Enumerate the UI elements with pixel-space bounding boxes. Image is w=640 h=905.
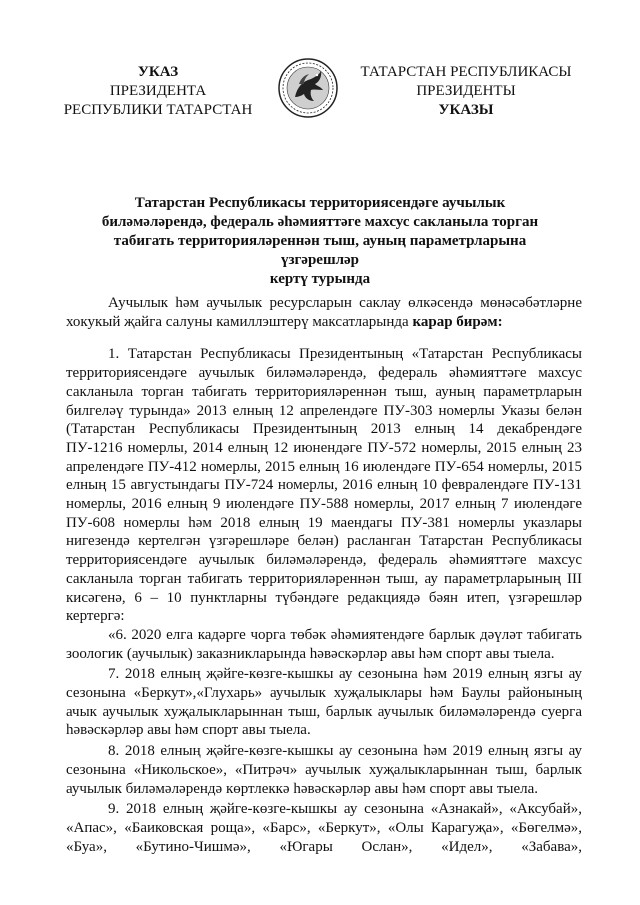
- item-9-paragraph: 9. 2018 елның җәйге-көзге-кышкы ау сезонына «Азнакай», «Аксубай», «Апас», «Баиковская роща», «Барс», «Беркут», «Олы Карагуҗа», «Бөгелмә», «Буа», «Бутино-Чишмә», «Югары Ослан», «Идел», «Забава»,: [66, 801, 582, 855]
- item-8-paragraph: 8. 2018 елның җәйге-көзге-кышкы ау сезонына һәм 2019 елның язгы ау сезонына «Никольское», «Питрәч» аучылык хуҗалыкларыннан тыш, барлык аучылык биләмәләрендә көртлеккә һәвәскәрләр авы һәм спорт авы тыела.: [66, 743, 582, 797]
- tatarstan-coat-of-arms-icon: [277, 57, 339, 119]
- header-left-subtitle: ПРЕЗИДЕНТА: [109, 83, 207, 99]
- intro-text: Аучылык һәм аучылык ресурсларын саклау өлкәсендә мөнәсәбәтләрне хокукый җайга салуны камиллэштерү максатларында: [66, 295, 582, 330]
- document-title: [90, 194, 550, 289]
- header-left-republic: РЕСПУБЛИКИ ТАТАРСТАН: [63, 102, 253, 118]
- title-line: кертү турында: [269, 271, 371, 287]
- item-1-paragraph: 1. Татарстан Республикасы Президентының «Татарстан Республикасы территориясендәге аучылык биләмәләрендә, федераль әһәмияттәге махсус сакланыла торган табигать территорияләреннән тыш, ауның параметрларын билгеләү турында» 2013 елның 12 апрелендәге ПУ-303 номерлы Указы белән (Татарстан Республикасы Президентының 2013 елның 14 декабрендәге ПУ-1216 номерлы, 2014 елның 12 июнендәге ПУ-572 номерлы, 2015 елның 23 апрелендәге ПУ-412 номерлы, 2015 елның 16 июлендәге ПУ-654 номерлы, 2015 елның 15 августындагы ПУ-724 номерлы, 2016 елның 10 февралендәге ПУ-131 номерлы, 2016 елның 9 июлендәге ПУ-588 номерлы, 2017 елның 7 июлендәге ПУ-608 номерлы һәм 2018 елның 19 маендагы ПУ-381 номерлы указлары нигезендә кертелгән үзгәрешләре белән) расланган Татарстан Республикасы территориясендәге аучылык биләмәләрендә, федераль әһәмияттәге махсус сакланыла торган табигать территорияләреннән тыш, ау параметрларының III кисәгенә, 6 – 10 пунктларны түбәндәге редакциядә бәян итеп, үзгәрешләр кертергә:: [66, 346, 582, 625]
- header-right-subtitle: ПРЕЗИДЕНТЫ: [416, 83, 516, 99]
- title-line: табигать территорияләреннән тыш, ауның параметрларына үзгәрешләр: [113, 233, 527, 268]
- title-line: Татарстан Республикасы территориясендәге аучылык: [134, 195, 506, 211]
- quote-6-paragraph: «6. 2020 елга кадәрге чорга төбәк әһәмиятендәге барлык дәүләт табигать зоологик (аучылык) заказникларында һәвәскәрләр авы һәм спорт авы тыела.: [66, 626, 582, 662]
- title-line: биләмәләрендә, федераль әһәмияттәге махсус сакланыла торган: [101, 214, 539, 230]
- item-7-paragraph: 7. 2018 елның җәйге-көзге-кышкы ау сезонына һәм 2019 елның язгы ау сезонына «Беркут»,«Глухарь» аучылык хуҗалыклары һәм Баулы районының ачык аучылык хуҗалыкларыннан тыш, барлык аучылык биләмәләрендә суерга һәвәскәрләр авы һәм спорт авы тыела.: [66, 666, 582, 739]
- header-right-republic: ТАТАРСТАН РЕСПУБЛИКАСЫ: [360, 64, 572, 80]
- header-russian: [40, 63, 276, 120]
- header-left-title: УКАЗ: [137, 64, 179, 80]
- header-tatar: [348, 63, 584, 120]
- intro-decision: карар бирәм:: [412, 313, 503, 330]
- intro-paragraph: [66, 294, 582, 331]
- header-right-title: УКАЗЫ: [438, 102, 494, 118]
- document-body: [66, 294, 582, 856]
